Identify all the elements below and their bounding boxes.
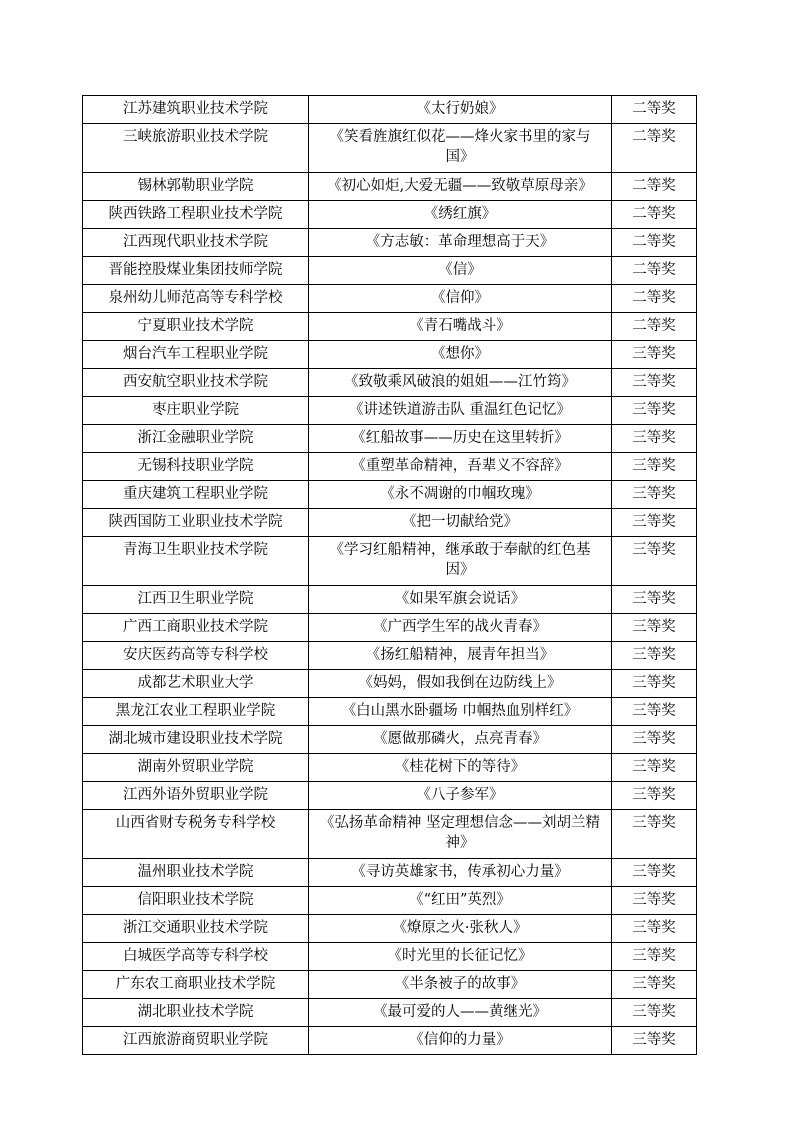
table-row [83, 754, 697, 782]
work-title-cell: 《扬红船精神，展青年担当》 [309, 642, 612, 670]
table-row [83, 971, 697, 999]
work-title-cell: 《致敬乘风破浪的姐姐——江竹筠》 [309, 369, 612, 397]
table-row [83, 96, 697, 124]
work-title-cell: 《“红田”英烈》 [309, 887, 612, 915]
work-title-cell: 《白山黑水卧疆场 巾帼热血别样红》 [309, 698, 612, 726]
school-cell: 浙江金融职业学院 [83, 425, 309, 453]
table-row [83, 537, 697, 586]
school-cell: 浙江交通职业技术学院 [83, 915, 309, 943]
table-row [83, 586, 697, 614]
award-cell: 三等奖 [612, 614, 697, 642]
table-row [83, 782, 697, 810]
school-cell: 江西现代职业技术学院 [83, 229, 309, 257]
work-title-cell: 《愿做那磷火，点亮青春》 [309, 726, 612, 754]
school-cell: 锡林郭勒职业学院 [83, 173, 309, 201]
school-cell: 青海卫生职业技术学院 [83, 537, 309, 586]
table-row [83, 698, 697, 726]
award-cell: 三等奖 [612, 425, 697, 453]
table-row [83, 1027, 697, 1055]
work-title-cell: 《红船故事——历史在这里转折》 [309, 425, 612, 453]
table-row [83, 257, 697, 285]
work-title-cell: 《学习红船精神，继承敢于奉献的红色基因》 [309, 537, 612, 586]
school-cell: 温州职业技术学院 [83, 859, 309, 887]
award-cell: 二等奖 [612, 96, 697, 124]
table-row [83, 313, 697, 341]
school-cell: 湖北职业技术学院 [83, 999, 309, 1027]
table-row [83, 369, 697, 397]
award-table-body [83, 96, 697, 1055]
work-title-cell: 《信仰》 [309, 285, 612, 313]
table-row [83, 341, 697, 369]
award-cell: 三等奖 [612, 782, 697, 810]
school-cell: 三峡旅游职业技术学院 [83, 124, 309, 173]
award-cell: 二等奖 [612, 173, 697, 201]
table-row [83, 509, 697, 537]
school-cell: 泉州幼儿师范高等专科学校 [83, 285, 309, 313]
school-cell: 广东农工商职业技术学院 [83, 971, 309, 999]
award-cell: 二等奖 [612, 313, 697, 341]
work-title-cell: 《青石嘴战斗》 [309, 313, 612, 341]
award-cell: 三等奖 [612, 943, 697, 971]
work-title-cell: 《时光里的长征记忆》 [309, 943, 612, 971]
school-cell: 宁夏职业技术学院 [83, 313, 309, 341]
table-row [83, 173, 697, 201]
school-cell: 无锡科技职业学院 [83, 453, 309, 481]
table-row [83, 810, 697, 859]
work-title-cell: 《想你》 [309, 341, 612, 369]
work-title-cell: 《把一切献给党》 [309, 509, 612, 537]
table-row [83, 481, 697, 509]
table-row [83, 124, 697, 173]
table-row [83, 229, 697, 257]
work-title-cell: 《讲述铁道游击队 重温红色记忆》 [309, 397, 612, 425]
work-title-cell: 《信》 [309, 257, 612, 285]
award-cell: 二等奖 [612, 124, 697, 173]
table-row [83, 397, 697, 425]
award-cell: 三等奖 [612, 859, 697, 887]
work-title-cell: 《信仰的力量》 [309, 1027, 612, 1055]
award-cell: 三等奖 [612, 726, 697, 754]
table-row [83, 285, 697, 313]
work-title-cell: 《绣红旗》 [309, 201, 612, 229]
school-cell: 江西卫生职业学院 [83, 586, 309, 614]
table-row [83, 201, 697, 229]
table-row [83, 726, 697, 754]
school-cell: 陕西铁路工程职业技术学院 [83, 201, 309, 229]
work-title-cell: 《最可爱的人——黄继光》 [309, 999, 612, 1027]
school-cell: 陕西国防工业职业技术学院 [83, 509, 309, 537]
award-cell: 三等奖 [612, 887, 697, 915]
award-cell: 三等奖 [612, 999, 697, 1027]
award-cell: 三等奖 [612, 586, 697, 614]
award-cell: 三等奖 [612, 509, 697, 537]
school-cell: 山西省财专税务专科学校 [83, 810, 309, 859]
school-cell: 江苏建筑职业技术学院 [83, 96, 309, 124]
school-cell: 白城医学高等专科学校 [83, 943, 309, 971]
work-title-cell: 《燎原之火·张秋人》 [309, 915, 612, 943]
award-cell: 三等奖 [612, 453, 697, 481]
award-cell: 二等奖 [612, 285, 697, 313]
school-cell: 烟台汽车工程职业学院 [83, 341, 309, 369]
work-title-cell: 《桂花树下的等待》 [309, 754, 612, 782]
school-cell: 湖北城市建设职业技术学院 [83, 726, 309, 754]
school-cell: 江西外语外贸职业学院 [83, 782, 309, 810]
award-cell: 三等奖 [612, 915, 697, 943]
school-cell: 晋能控股煤业集团技师学院 [83, 257, 309, 285]
work-title-cell: 《初心如炬,大爱无疆——致敬草原母亲》 [309, 173, 612, 201]
work-title-cell: 《如果军旗会说话》 [309, 586, 612, 614]
work-title-cell: 《广西学生军的战火青春》 [309, 614, 612, 642]
school-cell: 信阳职业技术学院 [83, 887, 309, 915]
award-table [82, 95, 697, 1055]
award-cell: 二等奖 [612, 257, 697, 285]
school-cell: 枣庄职业学院 [83, 397, 309, 425]
award-cell: 三等奖 [612, 1027, 697, 1055]
table-row [83, 915, 697, 943]
table-row [83, 999, 697, 1027]
table-row [83, 453, 697, 481]
work-title-cell: 《弘扬革命精神 坚定理想信念——刘胡兰精神》 [309, 810, 612, 859]
work-title-cell: 《寻访英雄家书，传承初心力量》 [309, 859, 612, 887]
school-cell: 湖南外贸职业学院 [83, 754, 309, 782]
table-row [83, 943, 697, 971]
award-cell: 三等奖 [612, 971, 697, 999]
work-title-cell: 《方志敏：革命理想高于天》 [309, 229, 612, 257]
award-cell: 三等奖 [612, 810, 697, 859]
award-cell: 三等奖 [612, 642, 697, 670]
award-cell: 三等奖 [612, 397, 697, 425]
school-cell: 安庆医药高等专科学校 [83, 642, 309, 670]
table-row [83, 614, 697, 642]
school-cell: 重庆建筑工程职业学院 [83, 481, 309, 509]
table-row [83, 670, 697, 698]
table-row [83, 887, 697, 915]
table-row [83, 425, 697, 453]
school-cell: 江西旅游商贸职业学院 [83, 1027, 309, 1055]
award-cell: 三等奖 [612, 537, 697, 586]
work-title-cell: 《重塑革命精神，吾辈义不容辞》 [309, 453, 612, 481]
school-cell: 广西工商职业技术学院 [83, 614, 309, 642]
award-cell: 三等奖 [612, 481, 697, 509]
school-cell: 黑龙江农业工程职业学院 [83, 698, 309, 726]
table-row [83, 642, 697, 670]
work-title-cell: 《永不凋谢的巾帼玫瑰》 [309, 481, 612, 509]
work-title-cell: 《八子参军》 [309, 782, 612, 810]
work-title-cell: 《笑看旌旗红似花——烽火家书里的家与国》 [309, 124, 612, 173]
school-cell: 成都艺术职业大学 [83, 670, 309, 698]
school-cell: 西安航空职业技术学院 [83, 369, 309, 397]
table-row [83, 859, 697, 887]
award-cell: 二等奖 [612, 201, 697, 229]
work-title-cell: 《半条被子的故事》 [309, 971, 612, 999]
award-cell: 三等奖 [612, 698, 697, 726]
award-cell: 三等奖 [612, 341, 697, 369]
award-cell: 三等奖 [612, 670, 697, 698]
award-cell: 三等奖 [612, 754, 697, 782]
award-cell: 二等奖 [612, 229, 697, 257]
work-title-cell: 《妈妈，假如我倒在边防线上》 [309, 670, 612, 698]
award-cell: 三等奖 [612, 369, 697, 397]
work-title-cell: 《太行奶娘》 [309, 96, 612, 124]
